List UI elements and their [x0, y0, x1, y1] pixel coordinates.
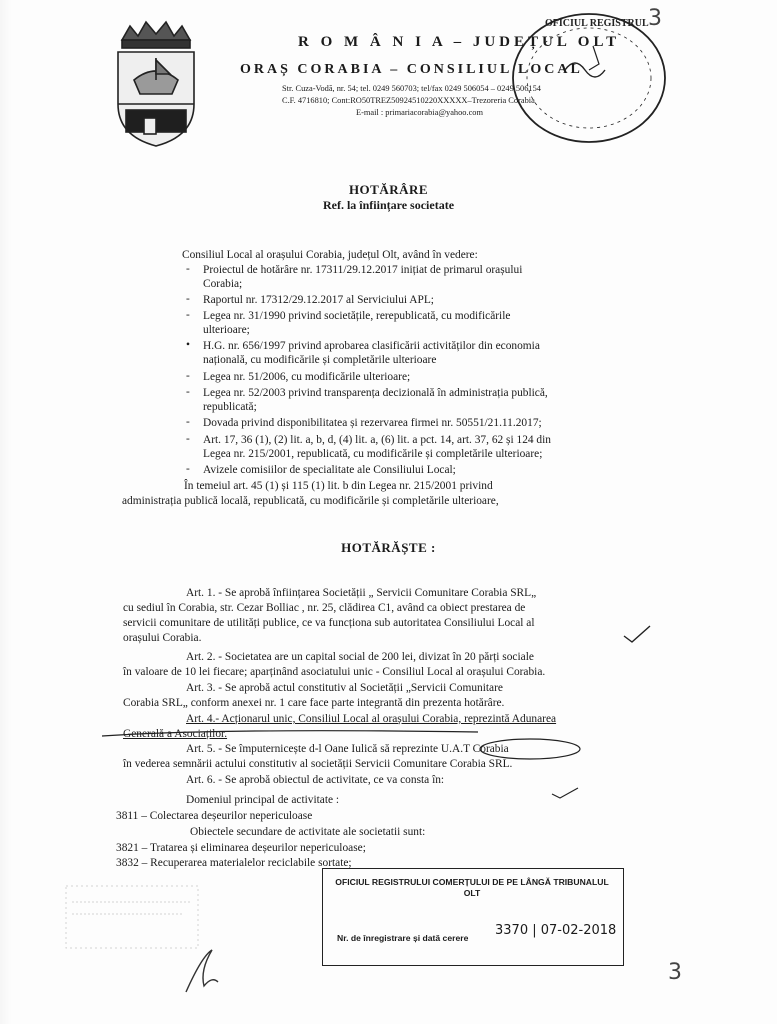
- coat-of-arms-icon: [112, 18, 200, 148]
- article-3-line: Art. 3. - Se aprobă actul constitutiv al Societății „Servicii Comunitare: [186, 682, 503, 694]
- article-1-line: servicii comunitare de utilități publice, ce va funcționa sub autoritatea Consiliului Local al: [123, 617, 535, 629]
- registry-number-label: Nr. de înregistrare și dată cerere: [337, 933, 469, 943]
- signature-icon: [182, 946, 222, 996]
- check-mark-icon: [550, 786, 580, 802]
- article-5-line: Art. 5. - Se împuternicește d-l Oane Iulică să reprezinte U.A.T Corabia: [186, 743, 509, 755]
- handwritten-underline-icon: [100, 718, 480, 740]
- bullet-dash: •: [186, 339, 190, 351]
- consideration-line: Corabia;: [203, 278, 243, 290]
- bullet-dash: -: [186, 293, 190, 305]
- bullet-dash: -: [186, 263, 190, 275]
- article-1-line: cu sediul în Corabia, str. Cezar Bolliac , nr. 25, clădirea C1, având ca obiect prestarea de: [123, 602, 526, 614]
- article-1-line: orașului Corabia.: [123, 632, 202, 644]
- article-6-line: Art. 6. - Se aprobă obiectul de activitate, ce va consta în:: [186, 774, 445, 786]
- registry-number-value: 3370 | 07-02-2018: [495, 923, 617, 938]
- article-2-line: Art. 2. - Societatea are un capital social de 200 lei, divizat în 20 părți sociale: [186, 651, 534, 663]
- bullet-dash: -: [186, 370, 190, 382]
- consideration-line: Legea nr. 52/2003 privind transparența decizională în administrația publică,: [203, 387, 548, 399]
- page-number-top: 3: [648, 6, 662, 31]
- registry-stamp: [322, 868, 624, 966]
- registry-office-label: OFICIUL REGISTRULUI COMERȚULUI DE PE LÂNGĂ TRIBUNALUL OLT: [335, 877, 609, 898]
- consideration-line: Proiectul de hotărâre nr. 17311/29.12.2017 inițiat de primarul orașului: [203, 264, 523, 276]
- consideration-line: Art. 17, 36 (1), (2) lit. a, b, d, (4) lit. a, (6) lit. a pct. 14, art. 37, 62 și 124 din: [203, 434, 551, 446]
- stamp-text: OFICIUL REGISTRUL: [545, 18, 649, 29]
- article-5-line: în vederea semnării actului constitutiv al societății Servicii Comunitare Corabia SRL.: [123, 758, 513, 770]
- activity-code-line: 3832 – Recuperarea materialelor reciclabile sortate;: [116, 857, 352, 869]
- article-4-line: Art. 4.- Acționarul unic, Consiliul Local al orașului Corabia, reprezintă Adunarea: [186, 713, 557, 725]
- consideration-line: H.G. nr. 656/1997 privind aprobarea clasificării activităților din economia: [203, 340, 540, 352]
- document-title: HOTĂRÂRE: [348, 182, 429, 197]
- document-subtitle: Ref. la înființare societate: [322, 198, 455, 212]
- activity-code-line: 3821 – Tratarea și eliminarea deșeurilor nepericuloase;: [116, 842, 366, 854]
- consideration-line: ulterioare;: [203, 324, 250, 336]
- activity-code-line: 3811 – Colectarea deșeurilor nepericuloase: [116, 810, 313, 822]
- consideration-line: Legea nr. 51/2006, cu modificările ulterioare;: [203, 371, 411, 383]
- header-country: R O M Â N I A – JUDEȚUL OLT: [298, 34, 621, 50]
- consideration-line: republicată;: [203, 401, 257, 413]
- header-email: E-mail : primariacorabia@yahoo.com: [356, 108, 484, 117]
- consideration-line: Legea nr. 215/2001, republicată, cu modificările și completările ulterioare;: [203, 448, 543, 460]
- bullet-dash: -: [186, 463, 190, 475]
- consideration-line: Dovada privind disponibilitatea și rezervarea firmei nr. 50551/21.11.2017;: [203, 417, 542, 429]
- consideration-line: Raportul nr. 17312/29.12.2017 al Serviciului APL;: [203, 294, 434, 306]
- article-4-line: Generală a Asociaților.: [123, 728, 228, 740]
- article-2-line: în valoare de 10 lei fiecare; aparținând asociatului unic - Consiliul Local al orașului Corabia.: [123, 666, 546, 678]
- consideration-line: Avizele comisiilor de specialitate ale Consiliului Local;: [203, 464, 456, 476]
- bullet-dash: -: [186, 309, 190, 321]
- consideration-line: Legea nr. 31/1990 privind societățile, rerepublicată, cu modificările: [203, 310, 511, 322]
- decides-heading: HOTĂRĂȘTE :: [341, 540, 436, 555]
- header-address: Str. Cuza-Vodă, nr. 54; tel. 0249 560703; tel/fax 0249 506054 – 0249 506154: [282, 84, 541, 93]
- secondary-activities-label: Obiectele secundare de activitate ale societatii sunt:: [190, 826, 426, 838]
- legal-basis-line: În temeiul art. 45 (1) și 115 (1) lit. b din Legea nr. 215/2001 privind: [184, 480, 493, 492]
- main-domain-label: Domeniul principal de activitate :: [186, 794, 340, 806]
- page-number-bottom: 3: [668, 960, 682, 985]
- header-fiscal-code: C.F. 4716810; Cont:RO50TREZ50924510220XXXXX–Trezoreria Corabia: [282, 96, 535, 105]
- intro-text: Consiliul Local al orașului Corabia, județul Olt, având în vedere:: [182, 249, 478, 261]
- article-1-line: Art. 1. - Se aprobă înființarea Societății „ Servicii Comunitare Corabia SRL„: [186, 587, 537, 599]
- oval-official-stamp-icon: [505, 6, 667, 146]
- bullet-dash: -: [186, 386, 190, 398]
- handwritten-circle-icon: [476, 736, 586, 762]
- article-3-line: Corabia SRL„ conform anexei nr. 1 care face parte integrantă din prezenta hotărâre.: [123, 697, 505, 709]
- check-mark-icon: [622, 624, 652, 646]
- bullet-dash: -: [186, 416, 190, 428]
- consideration-line: națională, cu modificările și completările ulterioare: [203, 354, 437, 366]
- legal-basis-line: administrația publică locală, republicată, cu modificările și completările ulterioare,: [122, 495, 499, 507]
- bullet-dash: -: [186, 433, 190, 445]
- header-institution: ORAȘ CORABIA – CONSILIUL LOCAL: [240, 62, 583, 77]
- faint-stamp-icon: [62, 882, 202, 952]
